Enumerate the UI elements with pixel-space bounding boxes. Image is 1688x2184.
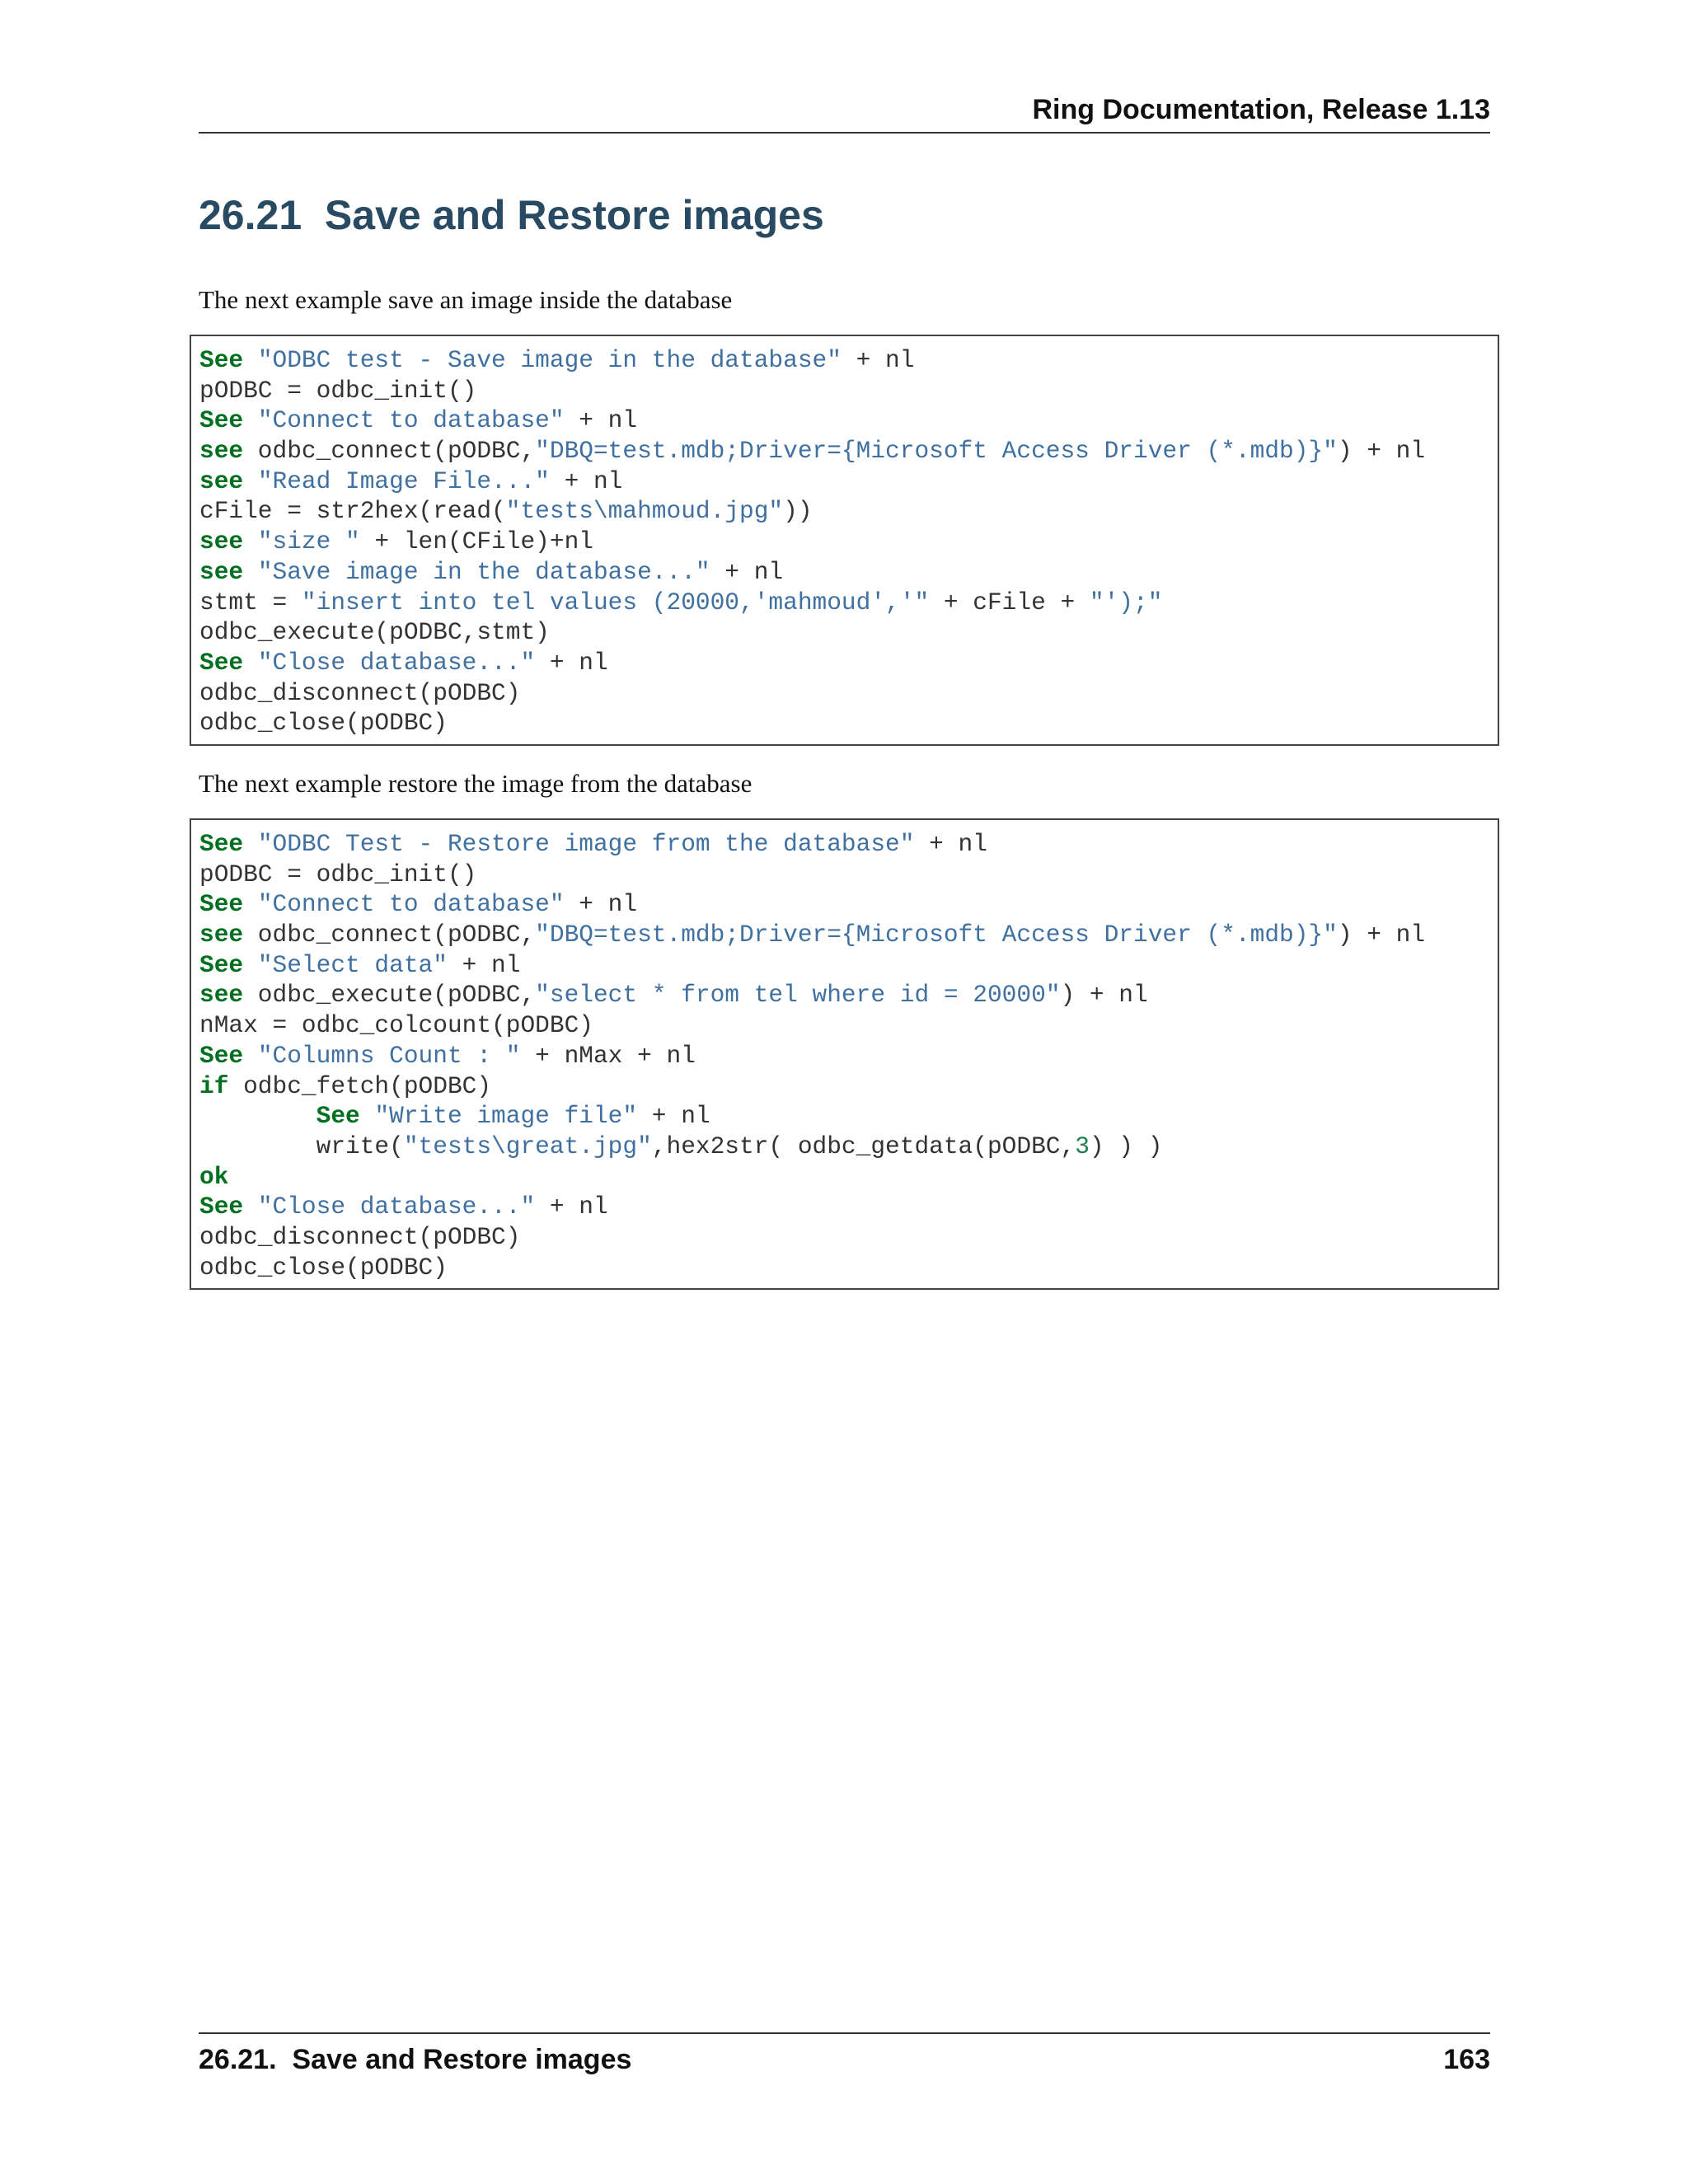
code-string: "Connect to database" — [257, 406, 565, 435]
code-string: "Write image file" — [374, 1102, 638, 1131]
code-line — [199, 950, 1498, 981]
footer-section-label: 26.21. Save and Restore images — [199, 2044, 632, 2075]
code-string: "DBQ=test.mdb;Driver={Microsoft Access Driver (*.mdb)}" — [535, 437, 1338, 466]
code-block-save-image — [190, 335, 1499, 746]
code-text: ,hex2str( odbc_getdata(pODBC, — [651, 1132, 1076, 1160]
code-number: 3 — [1075, 1132, 1090, 1160]
code-text: odbc_fetch(pODBC) — [228, 1071, 492, 1100]
code-string: "ODBC Test - Restore image from the database" — [257, 830, 915, 858]
code-text — [243, 1193, 258, 1221]
page-number: 163 — [1443, 2044, 1490, 2075]
code-text: pODBC = odbc_init() — [199, 860, 477, 888]
code-keyword: See — [316, 1102, 360, 1131]
code-text: + nl — [535, 1193, 608, 1221]
paragraph-save-intro: The next example save an image inside the database — [199, 285, 733, 314]
code-text: + nl — [564, 890, 638, 919]
code-keyword: See — [199, 1041, 244, 1070]
code-text: cFile = str2hex(read( — [199, 497, 506, 526]
code-text — [243, 1042, 258, 1070]
code-text: )) — [783, 497, 813, 526]
code-text: ) + nl — [1337, 437, 1426, 466]
code-line — [199, 496, 1498, 527]
code-text — [243, 527, 258, 555]
code-keyword: See — [199, 1193, 244, 1221]
code-line — [199, 466, 1498, 497]
code-text: ) + nl — [1337, 921, 1426, 949]
code-text: + nMax + nl — [520, 1041, 696, 1070]
page-footer — [199, 2032, 1490, 2083]
code-string: "Save image in the database..." — [257, 557, 710, 586]
code-keyword: see — [199, 466, 244, 495]
document-title: Ring Documentation, Release 1.13 — [1032, 94, 1490, 125]
code-text — [243, 406, 258, 434]
code-text: + nl — [447, 950, 521, 979]
code-text: + len(CFile)+nl — [359, 527, 593, 556]
code-line — [199, 1222, 1498, 1253]
code-string: "Close database..." — [257, 1193, 536, 1221]
code-text: + cFile + — [929, 588, 1090, 616]
code-text — [243, 951, 258, 979]
code-text — [243, 890, 258, 918]
code-line — [199, 1132, 1498, 1162]
code-line — [199, 860, 1498, 890]
code-keyword: see — [199, 527, 244, 556]
code-string: "');" — [1089, 588, 1163, 616]
code-text: + nl — [535, 648, 608, 677]
code-text: ) + nl — [1060, 981, 1148, 1010]
code-text: odbc_disconnect(pODBC) — [199, 1222, 521, 1251]
code-keyword: See — [199, 830, 244, 858]
code-text — [243, 558, 258, 586]
code-string: "tests\mahmoud.jpg" — [505, 497, 784, 526]
code-line — [199, 1010, 1498, 1041]
code-text — [243, 346, 258, 374]
code-string: "tests\great.jpg" — [403, 1132, 652, 1160]
code-line — [199, 1041, 1498, 1071]
code-keyword: See — [199, 890, 244, 919]
code-text: + nl — [549, 466, 623, 495]
code-text: nMax = odbc_colcount(pODBC) — [199, 1011, 593, 1040]
code-string: "Select data" — [257, 950, 448, 979]
code-text: write( — [199, 1132, 404, 1160]
code-text — [199, 1102, 316, 1130]
code-line — [199, 980, 1498, 1010]
code-string: "size " — [257, 527, 360, 556]
code-text: odbc_connect(pODBC, — [243, 921, 536, 949]
paragraph-restore-intro: The next example restore the image from the database — [199, 769, 753, 798]
section-title: Save and Restore images — [324, 192, 824, 238]
code-keyword: See — [199, 346, 244, 374]
code-text: stmt = — [199, 588, 302, 616]
code-line — [199, 920, 1498, 950]
code-text — [243, 830, 258, 858]
code-line — [199, 345, 1498, 376]
code-line — [199, 1253, 1498, 1283]
code-text: odbc_connect(pODBC, — [243, 437, 536, 466]
code-text — [243, 649, 258, 677]
section-heading — [199, 191, 824, 239]
code-text: odbc_execute(pODBC,stmt) — [199, 618, 550, 647]
code-block-restore-image — [190, 818, 1499, 1290]
code-keyword: see — [199, 921, 244, 949]
code-line — [199, 829, 1498, 860]
code-text: + nl — [914, 830, 987, 858]
code-line — [199, 617, 1498, 648]
code-text: + nl — [564, 406, 638, 435]
code-string: "DBQ=test.mdb;Driver={Microsoft Access Driver (*.mdb)}" — [535, 921, 1338, 949]
code-line — [199, 436, 1498, 466]
code-keyword: See — [199, 406, 244, 435]
code-keyword: if — [199, 1071, 229, 1100]
code-string: "ODBC test - Save image in the database" — [257, 346, 842, 374]
code-keyword: ok — [199, 1162, 229, 1191]
code-line — [199, 1101, 1498, 1132]
code-keyword: See — [199, 950, 244, 979]
code-text — [243, 467, 258, 495]
code-string: "select * from tel where id = 20000" — [535, 981, 1061, 1010]
code-text: odbc_close(pODBC) — [199, 1253, 448, 1282]
code-keyword: see — [199, 981, 244, 1010]
code-line — [199, 405, 1498, 436]
code-text: + nl — [710, 557, 784, 586]
code-keyword: see — [199, 557, 244, 586]
code-line — [199, 1071, 1498, 1102]
code-string: "Connect to database" — [257, 890, 565, 919]
code-keyword: see — [199, 437, 244, 466]
code-text: + nl — [637, 1102, 710, 1131]
code-string: "insert into tel values (20000,'mahmoud','" — [301, 588, 930, 616]
code-text: pODBC = odbc_init() — [199, 376, 477, 405]
code-text: odbc_execute(pODBC, — [243, 981, 536, 1010]
code-string: "Columns Count : " — [257, 1041, 521, 1070]
code-line — [199, 376, 1498, 406]
code-line — [199, 678, 1498, 709]
code-string: "Read Image File..." — [257, 466, 550, 495]
code-keyword: See — [199, 648, 244, 677]
code-line — [199, 588, 1498, 618]
code-line — [199, 648, 1498, 678]
code-text: + nl — [841, 346, 915, 374]
page-header — [199, 92, 1490, 134]
code-string: "Close database..." — [257, 648, 536, 677]
code-text: ) ) ) — [1089, 1132, 1163, 1160]
code-line — [199, 527, 1498, 557]
code-line — [199, 889, 1498, 920]
section-number: 26.21 — [199, 192, 302, 238]
code-text — [360, 1102, 375, 1130]
code-text: odbc_close(pODBC) — [199, 709, 448, 738]
code-text: odbc_disconnect(pODBC) — [199, 678, 521, 707]
code-line — [199, 1162, 1498, 1193]
code-line — [199, 708, 1498, 738]
code-line — [199, 1192, 1498, 1222]
code-line — [199, 557, 1498, 588]
